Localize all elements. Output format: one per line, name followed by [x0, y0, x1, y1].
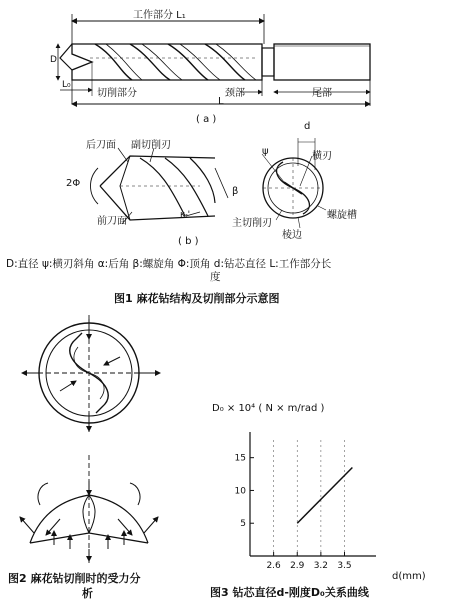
fig2-force-diagram: [0, 305, 200, 565]
fig3-x-axis-label: d(mm): [392, 571, 426, 582]
fig1a-neck-label: 颈部: [225, 88, 245, 99]
fig1-caption: 图1 麻花钻结构及切削部分示意图: [114, 292, 280, 305]
fig1b-kappa-label: κᵣ': [180, 210, 191, 220]
fig1a-tail-label: 尾部: [312, 88, 332, 99]
fig2-caption-line2: 析: [82, 587, 93, 600]
fig1b-flank-label: 后刀面: [86, 140, 116, 151]
fig1a-panel-label: ( a ): [196, 114, 217, 125]
fig1a-d-label: D: [50, 55, 57, 65]
fig1b-d-small-label: d: [304, 121, 311, 132]
x-tick-label: 2.9: [290, 561, 305, 571]
fig1a-l0-label: L₀: [62, 80, 71, 90]
fig1b-beta-label: β: [232, 186, 239, 197]
fig1b-chisel-edge-label: 横刃: [312, 151, 332, 162]
fig3-y-axis-label: D₀ × 10⁴ ( N × m/rad ): [212, 403, 325, 414]
fig1b-flute-label: 螺旋槽: [327, 210, 357, 221]
y-tick-label: 15: [234, 453, 246, 464]
fig2-caption-line1: 图2 麻花钻切削时的受力分: [8, 572, 141, 585]
y-tick-label: 5: [240, 519, 246, 530]
fig1b-two-phi-label: 2Φ: [66, 178, 81, 189]
fig3-caption: 图3 钻芯直径d-刚度D₀关系曲线: [210, 586, 369, 599]
x-tick-label: 3.5: [337, 561, 352, 571]
y-tick-label: 10: [234, 486, 246, 497]
fig1b-psi-label: ψ: [262, 146, 269, 157]
fig1a-drill-drawing: [0, 0, 464, 130]
fig1b-panel-label: ( b ): [178, 236, 199, 247]
fig3-chart: [222, 418, 382, 578]
fig1a-working-length-label: 工作部分 L₁: [133, 10, 186, 21]
x-tick-label: 3.2: [313, 561, 329, 571]
fig1-legend-line2: 度: [210, 271, 221, 283]
fig1a-cutting-part-label: 切削部分: [97, 88, 137, 99]
fig1-legend-line1: D:直径 ψ:横刃斜角 α:后角 β:螺旋角 Φ:顶角 d:钻芯直径 L:工作部分长: [6, 258, 332, 270]
fig1b-minor-edge-label: 副切削刃: [131, 140, 171, 151]
fig1b-rake-face-label: 前刀面: [97, 216, 127, 227]
series-line: [297, 468, 352, 524]
x-tick-label: 2.6: [266, 561, 281, 571]
fig1a-total-length-label: L: [218, 96, 224, 107]
fig1b-margin-label: 棱边: [282, 230, 302, 241]
fig1b-major-edge-label: 主切削刃: [232, 218, 272, 229]
